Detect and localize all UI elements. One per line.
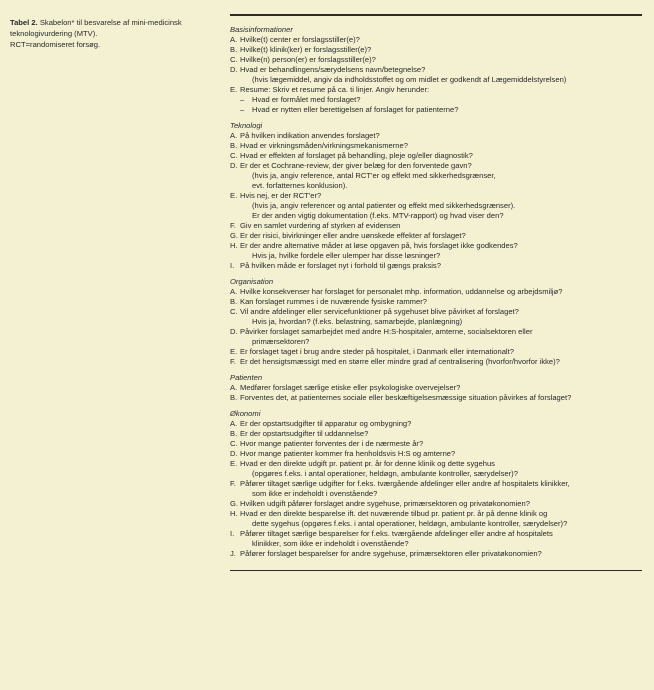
item-letter: E. <box>230 84 238 94</box>
item-letter: B. <box>230 140 238 150</box>
question-item <box>230 151 642 161</box>
question-item <box>230 85 642 95</box>
question-item <box>230 439 642 449</box>
question-continuation <box>230 539 642 549</box>
section-4 <box>230 409 642 559</box>
question-item <box>230 529 642 539</box>
caption-text: Skabelon* til besvarelse af mini-medicinsk teknologivurdering (MTV). <box>10 18 182 38</box>
item-text: Hvor mange patienter kommer fra henholdsvis H:S og amterne? <box>240 448 456 458</box>
caption-label: Tabel 2. <box>10 18 38 27</box>
question-item <box>230 459 642 469</box>
bottom-rule <box>230 570 642 572</box>
question-item <box>230 383 642 393</box>
caption-abbreviation: RCT=randomiseret forsøg. <box>10 40 101 49</box>
item-text: Hvad er den direkte udgift pr. patient pr. år for denne klinik og dette sygehus <box>240 458 495 468</box>
question-item <box>230 141 642 151</box>
item-text: (opgøres f.eks. i antal operationer, heldøgn, ambulante kontroller, særydelser)? <box>252 468 518 478</box>
bullet-item <box>230 95 642 105</box>
item-letter: A. <box>230 130 238 140</box>
item-letter: G. <box>230 498 239 508</box>
item-text: Hvilke(t) klinik(ker) er forslagsstiller(e)? <box>240 44 372 54</box>
table-caption <box>10 17 195 50</box>
section-3 <box>230 373 642 403</box>
item-letter: B. <box>230 44 238 54</box>
item-text: Resume: Skriv et resume på ca. ti linjer. Angiv herunder: <box>240 84 430 94</box>
question-item <box>230 287 642 297</box>
question-item <box>230 509 642 519</box>
question-item <box>230 55 642 65</box>
item-letter: B. <box>230 392 238 402</box>
table-body <box>230 16 642 570</box>
item-letter: F. <box>230 356 236 366</box>
item-text: Er der andre alternative måder at løse opgaven på, hvis forslaget ikke godkendes? <box>240 240 518 250</box>
question-continuation <box>230 171 642 181</box>
item-text: På hvilken måde er forslaget nyt i forhold til gængs praksis? <box>240 260 441 270</box>
question-item <box>230 419 642 429</box>
question-item <box>230 549 642 559</box>
question-item <box>230 241 642 251</box>
question-continuation <box>230 251 642 261</box>
question-item <box>230 347 642 357</box>
question-item <box>230 221 642 231</box>
question-continuation <box>230 337 642 347</box>
question-item <box>230 357 642 367</box>
item-text: Hvad er effekten af forslaget på behandling, pleje og/eller diagnostik? <box>240 150 473 160</box>
question-continuation <box>230 75 642 85</box>
item-text: Medfører forslaget særlige etiske eller psykologiske overvejelser? <box>240 382 461 392</box>
item-text: Er der anden vigtig dokumentation (f.eks. MTV-rapport) og hvad viser den? <box>252 210 504 220</box>
question-continuation <box>230 201 642 211</box>
question-continuation <box>230 317 642 327</box>
item-letter: A. <box>230 418 238 428</box>
item-text: som ikke er indeholdt i ovenstående? <box>252 488 378 498</box>
item-text: Påfører tiltaget særlige besparelser for f.eks. tværgående afdelinger eller andre af hospitalets <box>240 528 553 538</box>
item-text: Er det hensigtsmæssigt med en større eller mindre grad af centralisering (hvorfor/hvorfor ikke)? <box>240 356 560 366</box>
item-text: Giv en samlet vurdering af styrken af evidensen <box>240 220 401 230</box>
question-continuation <box>230 489 642 499</box>
section-heading: Organisation <box>230 276 274 286</box>
item-letter: D. <box>230 448 238 458</box>
item-text: (hvis lægemiddel, angiv da indholdsstoffet og om midlet er godkendt af Lægemiddelstyrelsen) <box>252 74 567 84</box>
question-item <box>230 45 642 55</box>
dash-marker: – <box>240 94 245 104</box>
section-1 <box>230 121 642 271</box>
item-letter: B. <box>230 296 238 306</box>
question-item <box>230 131 642 141</box>
question-item <box>230 393 642 403</box>
item-letter: E. <box>230 458 238 468</box>
item-text: Hvis ja, hvilke fordele eller ulemper har disse løsninger? <box>252 250 441 260</box>
question-item <box>230 161 642 171</box>
question-item <box>230 191 642 201</box>
item-letter: H. <box>230 240 238 250</box>
item-letter: D. <box>230 326 238 336</box>
item-text: (hvis ja, angiv referencer og antal patienter og effekt med sikkerhedsgrænser). <box>252 200 516 210</box>
item-letter: C. <box>230 54 238 64</box>
item-letter: A. <box>230 34 238 44</box>
item-text: Hvad er behandlingens/særydelsens navn/betegnelse? <box>240 64 426 74</box>
item-letter: I. <box>230 260 235 270</box>
question-item <box>230 327 642 337</box>
question-item <box>230 499 642 509</box>
section-2 <box>230 277 642 367</box>
item-text: Vil andre afdelinger eller servicefunktioner på sygehuset blive påvirket af forslaget? <box>240 306 519 316</box>
item-text: Er der opstartsudgifter til uddannelse? <box>240 428 369 438</box>
question-continuation <box>230 519 642 529</box>
section-heading: Økonomi <box>230 408 261 418</box>
mtv-template-table <box>230 14 642 571</box>
item-text: Er der et Cochrane-review, der giver belæg for den forventede gavn? <box>240 160 472 170</box>
question-continuation <box>230 211 642 221</box>
item-text: Hvilke(t) center er forslagsstiller(e)? <box>240 34 360 44</box>
item-text: Hvad er virkningsmåden/virkningsmekanismerne? <box>240 140 408 150</box>
item-letter: I. <box>230 528 235 538</box>
item-letter: E. <box>230 346 238 356</box>
item-text: Er forslaget taget i brug andre steder på hospitalet, i Danmark eller internationalt? <box>240 346 514 356</box>
item-text: Er der risici, bivirkninger eller andre uønskede effekter af forslaget? <box>240 230 466 240</box>
item-text: Er der opstartsudgifter til apparatur og ombygning? <box>240 418 412 428</box>
item-letter: B. <box>230 428 238 438</box>
item-letter: H. <box>230 508 238 518</box>
item-text: dette sygehus (opgøres f.eks. i antal operationer, heldøgn, ambulante kontroller, særydelser)? <box>252 518 568 528</box>
question-item <box>230 297 642 307</box>
question-item <box>230 35 642 45</box>
item-letter: E. <box>230 190 238 200</box>
section-heading: Patienten <box>230 372 263 382</box>
item-letter: A. <box>230 286 238 296</box>
item-letter: J. <box>230 548 236 558</box>
item-letter: F. <box>230 220 236 230</box>
item-text: Hvilken udgift påfører forslaget andre sygehuse, primærsektoren og privatøkonomien? <box>240 498 530 508</box>
item-letter: A. <box>230 382 238 392</box>
item-text: primærsektoren? <box>252 336 310 346</box>
item-letter: D. <box>230 160 238 170</box>
question-item <box>230 231 642 241</box>
question-item <box>230 261 642 271</box>
item-text: Hvad er formålet med forslaget? <box>252 94 361 104</box>
item-text: Hvad er den direkte besparelse ift. det nuværende tilbud pr. patient pr. år på denne klinik og <box>240 508 548 518</box>
bullet-item <box>230 105 642 115</box>
section-0 <box>230 25 642 115</box>
item-letter: D. <box>230 64 238 74</box>
item-text: evt. forfatternes konklusion). <box>252 180 348 190</box>
question-item <box>230 429 642 439</box>
item-text: Hvilke(n) person(er) er forslagsstiller(e)? <box>240 54 376 64</box>
question-continuation <box>230 469 642 479</box>
item-text: Forventes det, at patienternes sociale eller beskæftigelsesmæssige situation påvirkes af forslaget? <box>240 392 572 402</box>
item-letter: G. <box>230 230 239 240</box>
item-text: Hvilke konsekvenser har forslaget for personalet mhp. information, uddannelse og arbejdsmiljø? <box>240 286 563 296</box>
section-heading: Basisinformationer <box>230 24 293 34</box>
item-text: Hvad er nytten eller berettigelsen af forslaget for patienterne? <box>252 104 459 114</box>
item-letter: F. <box>230 478 236 488</box>
question-continuation <box>230 181 642 191</box>
item-text: På hvilken indikation anvendes forslaget? <box>240 130 380 140</box>
item-text: klinikker, som ikke er indeholdt i ovenstående? <box>252 538 409 548</box>
question-item <box>230 479 642 489</box>
item-text: Påfører tiltaget særlige udgifter for f.eks. tværgående afdelinger eller andre af hospitalets klinikker, <box>240 478 570 488</box>
item-text: Hvis nej, er der RCT'er? <box>240 190 322 200</box>
item-text: Hvis ja, hvordan? (f.eks. belastning, samarbejde, planlægning) <box>252 316 463 326</box>
item-letter: C. <box>230 306 238 316</box>
item-text: Påvirker forslaget samarbejdet med andre H:S-hospitaler, amterne, socialsektoren eller <box>240 326 533 336</box>
question-item <box>230 307 642 317</box>
section-heading: Teknologi <box>230 120 263 130</box>
item-letter: C. <box>230 150 238 160</box>
item-text: (hvis ja, angiv reference, antal RCT'er og effekt med sikkerhedsgrænser, <box>252 170 496 180</box>
item-text: Påfører forslaget besparelser for andre sygehuse, primærsektoren eller privatøkonomien? <box>240 548 542 558</box>
question-item <box>230 449 642 459</box>
question-item <box>230 65 642 75</box>
item-text: Kan forslaget rummes i de nuværende fysiske rammer? <box>240 296 427 306</box>
item-letter: C. <box>230 438 238 448</box>
dash-marker: – <box>240 104 245 114</box>
item-text: Hvor mange patienter forventes der i de nærmeste år? <box>240 438 424 448</box>
